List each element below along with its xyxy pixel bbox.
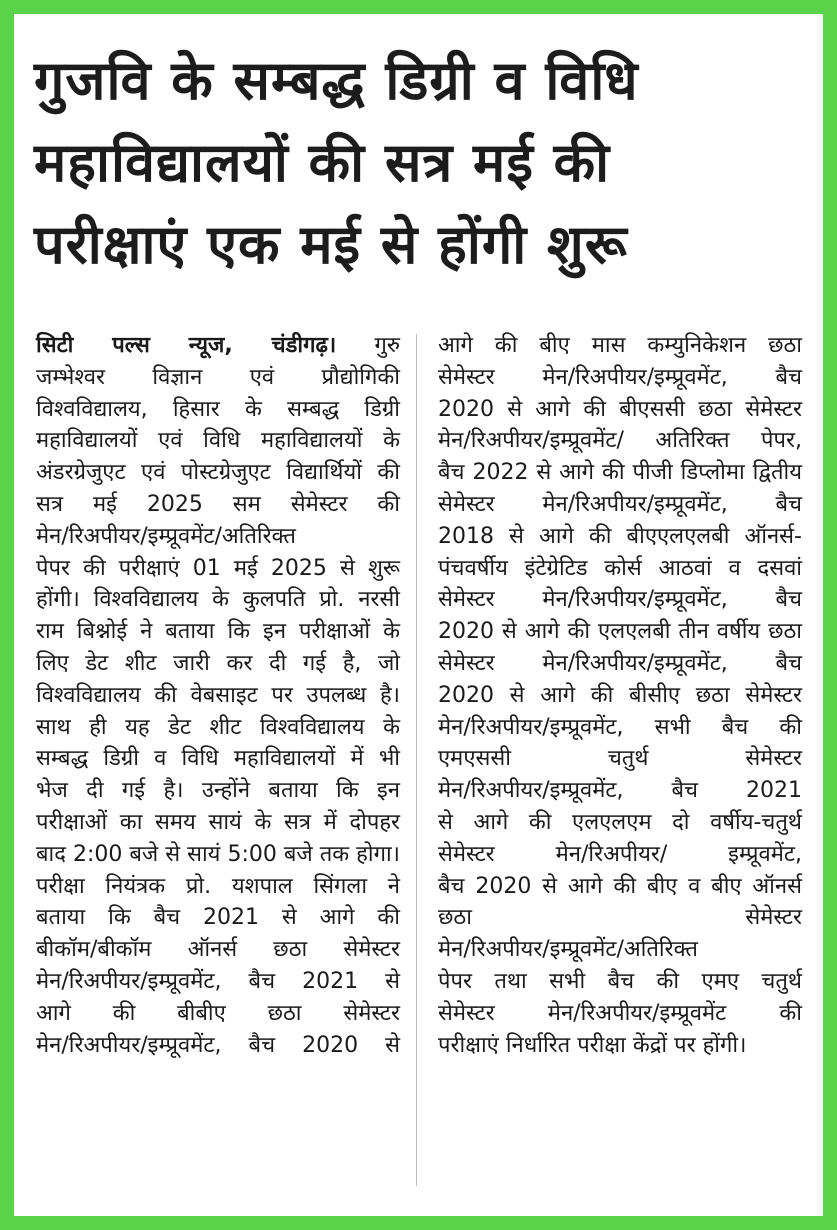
article-line: सेमेस्टर मेन/रिअपीयर/इम्प्रूवमेंट, बैच xyxy=(438,491,802,517)
headline xyxy=(34,40,804,286)
article-line: पेपर तथा सभी बैच की एमए चतुर्थ xyxy=(438,968,802,994)
article-line: छठा सेमेस्टर xyxy=(438,905,802,931)
article-line-first xyxy=(36,330,400,362)
article-line: मेन/रिअपीयर/इम्प्रूवमेंट, बैच 2021 xyxy=(438,778,802,804)
article-line: सेमेस्टर मेन/रिअपीयर/इम्प्रूवमेंट, बैच xyxy=(438,587,802,613)
article-line: परीक्षा नियंत्रक प्रो. यशपाल सिंगला ने xyxy=(36,873,400,899)
article-line: एमएससी चतुर्थ सेमेस्टर xyxy=(438,746,802,772)
headline-line-1: गुजवि के सम्बद्ध डिग्री व विधि xyxy=(34,49,639,112)
article-line: सत्र मई 2025 सम सेमेस्टर की xyxy=(36,491,400,517)
article-line: 2020 से आगे की बीएससी छठा सेमेस्टर xyxy=(438,396,802,422)
article-line: मेन/रिअपीयर/इम्प्रूवमेंट, बैच 2020 से xyxy=(36,1032,400,1058)
article-line: सेमेस्टर मेन/रिअपीयर/ इम्प्रूवमेंट, xyxy=(438,841,802,867)
article-line: बाद 2:00 बजे से सायं 5:00 बजे तक होगा। xyxy=(36,841,400,867)
dateline: सिटी पल्स न्यूज, चंडीगढ़। xyxy=(36,333,337,358)
article-line: आगे की बीबीए छठा सेमेस्टर xyxy=(36,1000,400,1026)
article-line: विश्वविद्यालय की वेबसाइट पर उपलब्ध है। xyxy=(36,682,400,708)
article-line: सेमेस्टर मेन/रिअपीयर/इम्प्रूवमेंट, बैच xyxy=(438,650,802,676)
article-line: विश्वविद्यालय, हिसार के सम्बद्ध डिग्री xyxy=(36,396,400,422)
article-line-last: परीक्षाएं निर्धारित परीक्षा केंद्रों पर होंगी। xyxy=(438,1032,747,1058)
column-divider xyxy=(416,334,417,1186)
article-line: राम बिश्नोई ने बताया कि इन परीक्षाओं के xyxy=(36,619,400,645)
article-line: पंचवर्षीय इंटेग्रेटिड कोर्स आठवां व दसवां xyxy=(438,555,802,581)
article-line: अंडरग्रेजुएट एवं पोस्टग्रेजुएट विद्यार्थियों की xyxy=(36,460,400,486)
article-column-right xyxy=(438,330,802,1061)
article-line: 2020 से आगे की बीसीए छठा सेमेस्टर xyxy=(438,682,802,708)
article-line: मेन/रिअपीयर/इम्प्रूवमेंट/अतिरिक्त xyxy=(438,937,698,963)
article-line: होंगी। विश्वविद्यालय के कुलपति प्रो. नरसी xyxy=(36,587,400,613)
article-column-left xyxy=(36,330,400,1061)
article-line: परीक्षाओं का समय सायं के सत्र में दोपहर xyxy=(36,809,400,835)
article-line: महाविद्यालयों एवं विधि महाविद्यालयों के xyxy=(36,428,400,454)
article-line: जम्भेश्वर विज्ञान एवं प्रौद्योगिकी xyxy=(36,364,400,390)
article-line: मेन/रिअपीयर/इम्प्रूवमेंट, बैच 2021 से xyxy=(36,968,400,994)
article-line: मेन/रिअपीयर/इम्प्रूवमेंट/अतिरिक्त xyxy=(36,523,296,549)
article-line: पेपर की परीक्षाएं 01 मई 2025 से शुरू xyxy=(36,555,400,581)
article-line: बैच 2022 से आगे की पीजी डिप्लोमा द्वितीय xyxy=(438,460,802,486)
article-line: 2020 से आगे की एलएलबी तीन वर्षीय छठा xyxy=(438,619,802,645)
article-line: से आगे की एलएलएम दो वर्षीय-चतुर्थ xyxy=(438,809,802,835)
article-line: सम्बद्ध डिग्री व विधि महाविद्यालयों में भी xyxy=(36,746,400,772)
article-line: सेमेस्टर मेन/रिअपीयर/इम्प्रूवमेंट, बैच xyxy=(438,364,802,390)
article-line: भेज दी गई है। उन्होंने बताया कि इन xyxy=(36,778,400,804)
article-line: मेन/रिअपीयर/इम्प्रूवमेंट/ अतिरिक्त पेपर, xyxy=(438,428,802,454)
article-line: बैच 2020 से आगे की बीए व बीए ऑनर्स xyxy=(438,873,802,899)
article-line: बताया कि बैच 2021 से आगे की xyxy=(36,905,400,931)
headline-line-3: परीक्षाएं एक मई से होंगी शुरू xyxy=(34,213,628,276)
article-line: मेन/रिअपीयर/इम्प्रूवमेंट, सभी बैच की xyxy=(438,714,802,740)
article-line: साथ ही यह डेट शीट विश्वविद्यालय के xyxy=(36,714,400,740)
article-line: आगे की बीए मास कम्युनिकेशन छठा xyxy=(438,333,802,358)
article-line: गुरु xyxy=(374,333,400,358)
article-line: सेमेस्टर मेन/रिअपीयर/इम्प्रूवमेंट की xyxy=(438,1000,802,1026)
article-line: 2018 से आगे की बीएएलएलबी ऑनर्स- xyxy=(438,523,802,549)
headline-line-2: महाविद्यालयों की सत्र मई की xyxy=(34,131,611,194)
article-line: बीकॉम/बीकॉम ऑनर्स छठा सेमेस्टर xyxy=(36,937,400,963)
article-line: लिए डेट शीट जारी कर दी गई है, जो xyxy=(36,650,400,676)
